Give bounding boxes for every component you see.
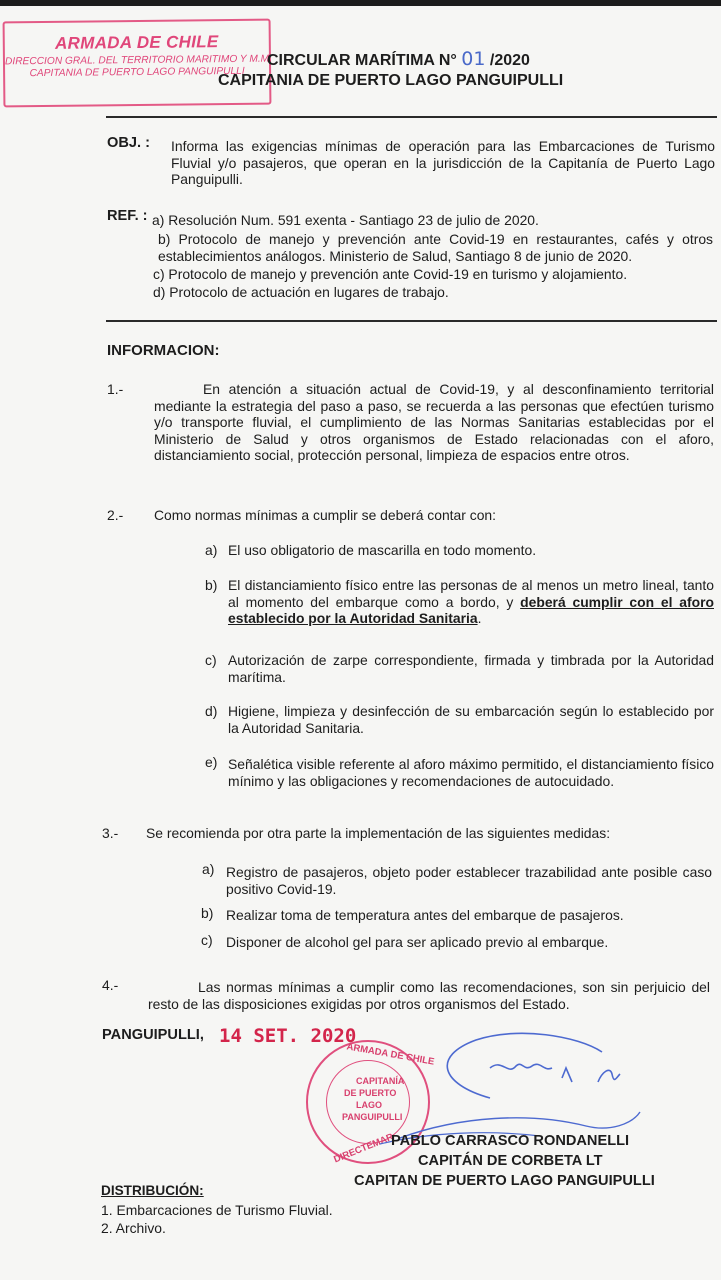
ref-item-b: b) Protocolo de manejo y prevención ante Covid-19 en restaurantes, cafés y otros establecimientos análogos. Ministerio de Salud, Santiago 8 de junio de 2020. <box>158 231 713 264</box>
ref-rule <box>106 320 717 322</box>
point-2-c-text: Autorización de zarpe correspondiente, firmada y timbrada por la Autoridad marítima. <box>228 652 714 685</box>
stamp-round-l2: DE PUERTO <box>344 1088 397 1098</box>
ref-item-c: c) Protocolo de manejo y prevención ante Covid-19 en turismo y alojamiento. <box>153 266 628 282</box>
point-2-a-letter: a) <box>205 542 218 558</box>
point-3-b-text: Realizar toma de temperatura antes del embarque de pasajeros. <box>226 907 624 923</box>
point-3-a-letter: a) <box>202 861 215 877</box>
point-4-number: 4.- <box>102 977 119 993</box>
stamp-line-3: CAPITANIA DE PUERTO LAGO PANGUIPULLI <box>29 65 245 80</box>
stamp-round-top: ARMADA DE CHILE <box>345 1041 436 1068</box>
point-3-c-letter: c) <box>201 932 213 948</box>
distribucion-title: DISTRIBUCIÓN: <box>101 1183 204 1198</box>
informacion-title: INFORMACION: <box>107 342 220 359</box>
point-2-b-letter: b) <box>205 577 218 593</box>
institution-stamp <box>3 19 272 108</box>
point-3-b-letter: b) <box>201 905 214 921</box>
handwritten-signature <box>340 1020 660 1150</box>
date-stamp: 14 SET. 2020 <box>219 1025 357 1047</box>
point-2-text: Como normas mínimas a cumplir se deberá contar con: <box>154 507 497 523</box>
stamp-round-l3: LAGO <box>356 1100 382 1110</box>
point-1-number: 1.- <box>107 381 124 397</box>
obj-text: Informa las exigencias mínimas de operación para las Embarcaciones de Turismo Fluvial y/o pasajeros, que operan en la jurisdicción de la Capitanía de Puerto Lago Panguipulli. <box>171 138 715 187</box>
point-2-d-letter: d) <box>205 703 218 719</box>
point-2-a-text: El uso obligatorio de mascarilla en todo momento. <box>228 542 537 558</box>
point-1-text: En atención a situación actual de Covid-19, y al desconfinamiento territorial mediante la estrategia del paso a paso, se recuerda a las personas que efectúen turismo y/o transporte fluvial, el cumplimiento de las Normas Sanitarias establecidas por el Ministerio de Salud y otros organismos de Estado relacionadas con el aforo, distanciamiento social, protección personal, limpieza de espacios entre otros. <box>154 381 714 463</box>
point-2-c-letter: c) <box>205 652 217 668</box>
point-2-e-letter: e) <box>205 754 218 770</box>
place-label: PANGUIPULLI, <box>102 1027 204 1043</box>
circular-year: /2020 <box>489 52 530 69</box>
header-rule <box>106 116 717 118</box>
point-3-number: 3.- <box>102 825 119 841</box>
point-4-text: Las normas mínimas a cumplir como las recomendaciones, son sin perjuicio del resto de las disposiciones exigidas por otros organismos del Estado. <box>148 979 710 1012</box>
point-2-b-tail: . <box>477 610 482 626</box>
signer-name: PABLO CARRASCO RONDANELLI <box>391 1133 630 1149</box>
ref-label: REF. : <box>107 208 148 224</box>
ref-item-d: d) Protocolo de actuación en lugares de trabajo. <box>153 284 449 300</box>
point-2-b-plain: El distanciamiento físico entre las personas de al menos un metro lineal, tanto al momento del embarque como a bordo, y <box>228 577 714 610</box>
obj-label: OBJ. : <box>107 135 150 151</box>
point-2-d-text: Higiene, limpieza y desinfección de su embarcación según lo establecido por la Autoridad Sanitaria. <box>228 703 714 736</box>
ref-item-a: a) Resolución Num. 591 exenta - Santiago 23 de julio de 2020. <box>152 212 539 228</box>
point-3-a-text: Registro de pasajeros, objeto poder establecer trazabilidad ante posible caso positivo Covid-19. <box>226 864 712 897</box>
point-3-text: Se recomienda por otra parte la implementación de las siguientes medidas: <box>146 825 611 841</box>
top-edge <box>0 0 721 6</box>
point-2-b-emphasis: deberá cumplir con el aforo establecido por la Autoridad Sanitaria <box>228 593 714 626</box>
stamp-line-1: ARMADA DE CHILE <box>54 32 219 53</box>
circular-prefix: CIRCULAR MARÍTIMA N° <box>267 52 457 69</box>
signer-rank: CAPITÁN DE CORBETA LT <box>418 1153 603 1169</box>
point-2-number: 2.- <box>107 507 124 523</box>
stamp-line-2: DIRECCION GRAL. DEL TERRITORIO MARITIMO Y M.M. <box>4 53 273 68</box>
capitania-heading: CAPITANIA DE PUERTO LAGO PANGUIPULLI <box>218 72 564 89</box>
distribucion-item-1: 1. Embarcaciones de Turismo Fluvial. <box>101 1202 333 1218</box>
stamp-round-l4: PANGUIPULLI <box>342 1112 403 1122</box>
distribucion-item-2: 2. Archivo. <box>101 1220 166 1236</box>
signer-role: CAPITAN DE PUERTO LAGO PANGUIPULLI <box>354 1173 655 1189</box>
point-3-c-text: Disponer de alcohol gel para ser aplicado previo al embarque. <box>226 934 609 950</box>
point-2-e-text: Señalética visible referente al aforo máximo permitido, el distanciamiento físico mínimo y las obligaciones y recomendaciones de autocuidado. <box>228 756 714 789</box>
stamp-round-l1: CAPITANÍA <box>356 1076 405 1086</box>
circular-number: 01 <box>461 48 486 70</box>
stamp-round-bottom: DIRECTEMAR <box>332 1131 396 1166</box>
point-2-b-text <box>228 577 714 627</box>
circular-heading <box>267 48 530 70</box>
